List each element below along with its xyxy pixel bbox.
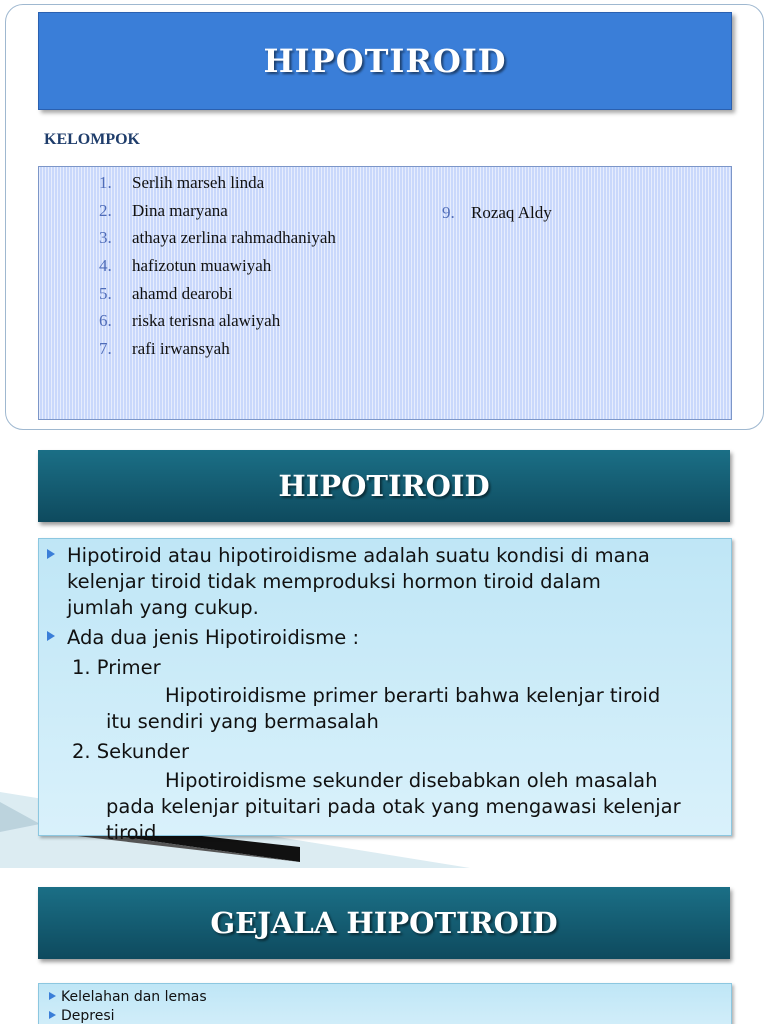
title-banner	[38, 450, 730, 522]
member-name: hafizotun muawiyah	[132, 256, 272, 276]
slide-title: HIPOTIROID	[263, 42, 507, 80]
type-sekunder-desc-line2: pada kelenjar pituitari pada otak yang mengawasi kelenjar	[106, 795, 681, 818]
slide-title: HIPOTIROID	[278, 469, 490, 503]
slide-title: GEJALA HIPOTIROID	[210, 906, 558, 940]
definition-box	[38, 538, 732, 844]
member-item	[99, 228, 336, 256]
text-line: Hipotiroid atau hipotiroidisme adalah suatu kondisi di mana	[67, 544, 650, 567]
member-name: athaya zerlina rahmadhaniyah	[132, 228, 336, 248]
member-item	[99, 201, 336, 229]
type-primer-label: 1. Primer	[72, 656, 161, 679]
member-number: 1.	[99, 173, 112, 192]
member-number: 6.	[99, 311, 112, 331]
slide-gejala	[0, 868, 768, 1024]
type-primer-desc-line1: Hipotiroidisme primer berarti bahwa kelenjar tiroid	[165, 684, 661, 707]
symptoms-box	[38, 983, 732, 1024]
type-primer-desc-line2: itu sendiri yang bermasalah	[106, 710, 379, 733]
member-name: riska terisna alawiyah	[132, 311, 281, 331]
type-sekunder-desc-line3: tiroid.	[106, 821, 163, 844]
bullet-arrow-icon	[49, 992, 56, 1000]
member-item	[99, 173, 336, 201]
bullet-arrow-icon	[47, 631, 55, 641]
slide-kelompok	[0, 0, 768, 432]
title-banner	[38, 12, 732, 110]
member-item	[99, 256, 336, 284]
bullet-types	[67, 625, 359, 651]
member-item-extra	[442, 203, 552, 223]
symptom-item	[61, 1008, 115, 1024]
text-line: Ada dua jenis Hipotiroidisme :	[67, 626, 360, 649]
type-sekunder-label: 2. Sekunder	[72, 740, 189, 763]
member-number: 7.	[99, 339, 112, 359]
member-number: 2.	[99, 200, 112, 220]
member-name: ahamd dearobi	[132, 283, 233, 303]
member-item	[99, 311, 336, 339]
slide-hipotiroid	[0, 432, 768, 868]
member-number: 9.	[442, 203, 455, 222]
member-name: Dina maryana	[132, 200, 228, 220]
member-item	[99, 284, 336, 312]
symptom-text: Kelelahan dan lemas	[61, 989, 207, 1005]
member-number: 4.	[99, 256, 112, 276]
member-list	[99, 173, 336, 367]
member-name: Serlih marseh linda	[132, 173, 265, 192]
member-item	[99, 339, 336, 367]
member-list-box	[38, 166, 732, 420]
symptom-text: Depresi	[61, 1008, 115, 1024]
text-line: jumlah yang cukup.	[67, 596, 259, 619]
member-name: rafi irwansyah	[132, 339, 230, 359]
bullet-arrow-icon	[47, 549, 55, 559]
member-name: Rozaq Aldy	[471, 203, 552, 222]
type-sekunder-desc-line1: Hipotiroidisme sekunder disebabkan oleh masalah	[165, 769, 658, 792]
member-number: 5.	[99, 283, 112, 303]
group-heading: KELOMPOK	[44, 131, 140, 148]
bullet-definition	[67, 543, 650, 621]
title-banner	[38, 887, 730, 959]
symptom-item	[61, 989, 207, 1005]
member-number: 3.	[99, 228, 112, 248]
bullet-arrow-icon	[49, 1011, 56, 1019]
text-line: kelenjar tiroid tidak memproduksi hormon tiroid dalam	[67, 570, 601, 593]
